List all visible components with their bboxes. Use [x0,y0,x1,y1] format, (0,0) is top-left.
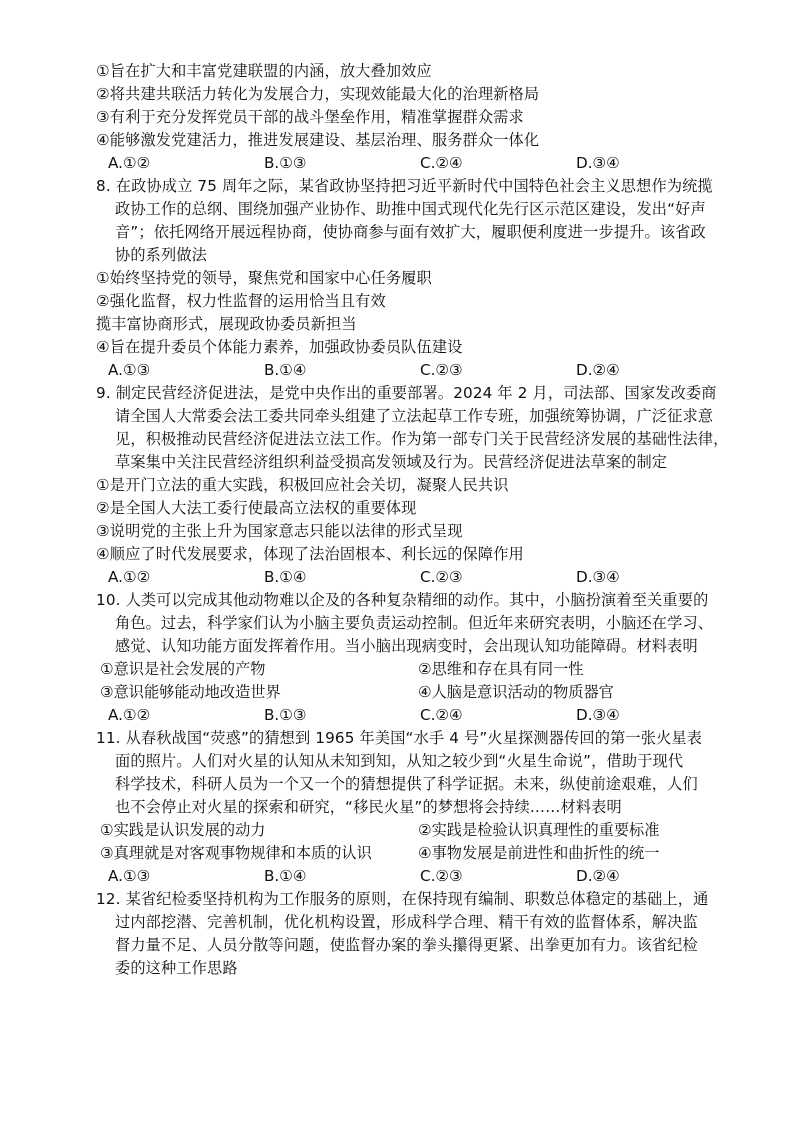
q9-option-c[interactable]: C.②③ [420,568,463,586]
q8-statement-4: ④旨在提升委员个体能力素养，加强政协委员队伍建设 [96,338,463,356]
q11-stem-line-1: 11. 从春秋战国“荧惑”的猜想到 1965 年美国“水手 4 号”火星探测器传回的第一张火星表 [96,729,703,747]
q11-options [108,865,668,887]
q10-stem-line-1: 10. 人类可以完成其他动物难以企及的各种复杂精细的动作。其中，小脑扮演着至关重要的 [96,591,709,609]
q8-stem-line-1: 8. 在政协成立 75 周年之际，某省政协坚持把习近平新时代中国特色社会主义思想作为统揽 [96,177,713,195]
q8-option-d[interactable]: D.②④ [576,361,620,379]
q7-statement-2: ②将共建共联活力转化为发展合力，实现效能最大化的治理新格局 [96,85,540,103]
q8-stem-line-2: 政协工作的总纲、围绕加强产业协作、助推中国式现代化先行区示范区建设，发出“好声 [115,200,706,218]
q9-stem-line-3: 见，积极推动民营经济促进法立法工作。作为第一部专门关于民营经济发展的基础性法律， [115,430,729,448]
q10-statement-4: ④人脑是意识活动的物质器官 [418,683,614,701]
q8-statement-3: 揽丰富协商形式，展现政协委员新担当 [96,315,357,333]
q10-stem-line-3: 感觉、认知功能方面发挥着作用。当小脑出现病变时，会出现认知功能障碍。材料表明 [115,637,698,655]
q12-stem-line-3: 督力量不足、人员分散等问题，使监督办案的拳头攥得更紧、出拳更加有力。该省纪检 [115,936,698,954]
q9-stem-line-1: 9. 制定民营经济促进法，是党中央作出的重要部署。2024 年 2 月，司法部、国家发改委商 [96,384,717,402]
q10-option-b[interactable]: B.①③ [264,706,307,724]
q11-statement-2: ②实践是检验认识真理性的重要标准 [418,821,660,839]
q11-option-c[interactable]: C.②③ [420,867,463,885]
q11-option-b[interactable]: B.①④ [264,867,307,885]
q9-statement-4: ④顺应了时代发展要求，体现了法治固根本、利长远的保障作用 [96,545,524,563]
q12-stem-line-4: 委的这种工作思路 [115,959,238,977]
q12-stem-line-2: 过内部挖潜、完善机制，优化机构设置，形成科学合理、精干有效的监督体系，解决监 [115,913,698,931]
q8-option-a[interactable]: A.①③ [108,361,151,379]
q12-stem-line-1: 12. 某省纪检委坚持机构为工作服务的原则，在保持现有编制、职数总体稳定的基础上，通 [96,890,709,908]
q7-option-b[interactable]: B.①③ [264,154,307,172]
q8-stem-line-3: 音”；依托网络开展远程协商，使协商参与面有效扩大，履职便利度进一步提升。该省政 [115,223,706,241]
q9-option-d[interactable]: D.③④ [576,568,620,586]
q10-statement-3: ③意识能够能动地改造世界 [100,683,281,701]
q11-option-d[interactable]: D.②④ [576,867,620,885]
q7-statement-3: ③有利于充分发挥党员干部的战斗堡垒作用，精准掌握群众需求 [96,108,524,126]
q11-statement-3: ③真理就是对客观事物规律和本质的认识 [100,844,372,862]
q7-option-d[interactable]: D.③④ [576,154,620,172]
q7-option-c[interactable]: C.②④ [420,154,463,172]
q7-statement-4: ④能够激发党建活力，推进发展建设、基层治理、服务群众一体化 [96,131,540,149]
q11-option-a[interactable]: A.①③ [108,867,151,885]
q9-statement-1: ①是开门立法的重大实践，积极回应社会关切，凝聚人民共识 [96,476,509,494]
q8-stem-line-4: 协的系列做法 [115,246,208,264]
q11-stem-line-4: 也不会停止对火星的探索和研究，“移民火星”的梦想将会持续……材料表明 [115,798,622,816]
q10-option-c[interactable]: C.②④ [420,706,463,724]
q9-statement-3: ③说明党的主张上升为国家意志只能以法律的形式呈现 [96,522,463,540]
q10-statement-1: ①意识是社会发展的产物 [100,660,266,678]
q10-option-d[interactable]: D.③④ [576,706,620,724]
q8-option-c[interactable]: C.②③ [420,361,463,379]
q7-statement-1: ①旨在扩大和丰富党建联盟的内涵，放大叠加效应 [96,62,432,80]
q11-statement-4: ④事物发展是前进性和曲折性的统一 [418,844,660,862]
q9-statement-2: ②是全国人大法工委行使最高立法权的重要体现 [96,499,417,517]
q11-stem-line-3: 科学技术，科研人员为一个又一个的猜想提供了科学证据。未来，纵使前途艰难，人们 [115,775,698,793]
q10-options [108,704,668,726]
q9-options [108,566,668,588]
q11-statement-1: ①实践是认识发展的动力 [100,821,266,839]
q7-options [108,152,668,174]
q8-option-b[interactable]: B.①④ [264,361,307,379]
q10-statement-2: ②思维和存在具有同一性 [418,660,584,678]
q9-option-a[interactable]: A.①② [108,568,151,586]
q8-statement-1: ①始终坚持党的领导，聚焦党和国家中心任务履职 [96,269,432,287]
q9-stem-line-2: 请全国人大常委会法工委共同牵头组建了立法起草工作专班，加强统筹协调，广泛征求意 [115,407,714,425]
q11-stem-line-2: 面的照片。人们对火星的认知从未知到知，从知之较少到“火星生命说”，借助于现代 [115,752,684,770]
q7-option-a[interactable]: A.①② [108,154,151,172]
q8-options [108,359,668,381]
q8-statement-2: ②强化监督，权力性监督的运用恰当且有效 [96,292,386,310]
q10-option-a[interactable]: A.①② [108,706,151,724]
q10-stem-line-2: 角色。过去，科学家们认为小脑主要负责运动控制。但近年来研究表明，小脑还在学习、 [115,614,714,632]
q9-stem-line-4: 草案集中关注民营经济组织利益受损高发领域及行为。民营经济促进法草案的制定 [115,453,668,471]
q9-option-b[interactable]: B.①④ [264,568,307,586]
